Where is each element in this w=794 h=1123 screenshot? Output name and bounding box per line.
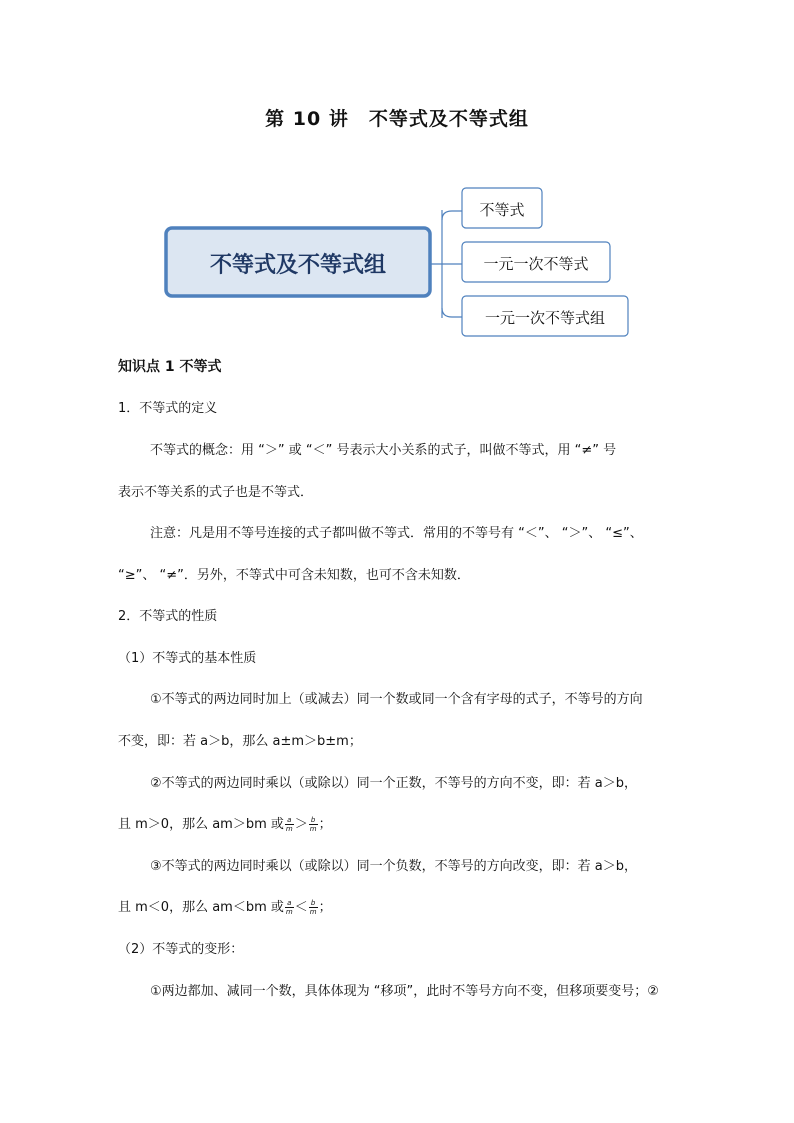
paragraph-line: 不等式的概念：用 “＞” 或 “＜” 号表示大小关系的式子，叫做不等式，用 “≠” 号: [150, 443, 617, 458]
mind-map-branch-label: 一元一次不等式: [483, 255, 589, 273]
subsection-title: （1）不等式的基本性质: [118, 651, 257, 666]
paragraph-line: ①不等式的两边同时加上（或减去）同一个数或同一个含有字母的式子，不等号的方向: [150, 692, 643, 707]
paragraph-line: [118, 898, 332, 918]
numerator: b: [309, 816, 318, 825]
fraction-b-over-m: [309, 816, 318, 833]
paragraph-line: [118, 815, 332, 835]
paragraph-line: ③不等式的两边同时乘以（或除以）同一个负数，不等号的方向改变，即：若 a＞b，: [150, 859, 638, 874]
denominator: m: [309, 825, 317, 833]
mind-map-branch-label: 一元一次不等式组: [484, 309, 606, 327]
mind-map-root-label: 不等式及不等式组: [209, 253, 387, 278]
comparison-sign: ＞: [294, 817, 308, 832]
mind-map-connector: [430, 210, 442, 318]
paragraph-line: 注意：凡是用不等号连接的式子都叫做不等式．常用的不等号有 “＜”、 “＞”、 “≤”、: [150, 526, 643, 541]
paragraph-line: 不变，即：若 a＞b，那么 a±m＞b±m；: [118, 734, 362, 749]
subsection-title: （2）不等式的变形：: [118, 942, 244, 957]
text-run: 且 m＞0，那么 am＞bm 或: [118, 817, 284, 832]
fraction-b-over-m: [309, 899, 318, 916]
numerator: b: [309, 899, 318, 908]
denominator: m: [285, 908, 293, 916]
comparison-sign: ＜: [294, 900, 308, 915]
text-run: ；: [318, 817, 332, 832]
paragraph-line: ②不等式的两边同时乘以（或除以）同一个正数，不等号的方向不变，即：若 a＞b，: [150, 776, 638, 791]
denominator: m: [309, 908, 317, 916]
paragraph-line: “≥”、 “≠”．另外，不等式中可含未知数，也可不含未知数．: [118, 568, 470, 583]
paragraph-line: ①两边都加、减同一个数，具体体现为 “移项”，此时不等号方向不变，但移项要变号；②: [150, 984, 659, 999]
mind-map-connector: [442, 308, 462, 317]
text-run: 且 m＜0，那么 am＜bm 或: [118, 900, 284, 915]
numerator: a: [285, 899, 294, 908]
fraction-a-over-m: [285, 899, 294, 916]
fraction-a-over-m: [285, 816, 294, 833]
numerator: a: [285, 816, 294, 825]
item-title: 2．不等式的性质: [118, 609, 218, 624]
section-heading: 知识点 1 不等式: [118, 359, 222, 375]
mind-map-branch-label: 不等式: [479, 201, 525, 219]
paragraph-line: 表示不等关系的式子也是不等式．: [118, 485, 314, 500]
mind-map: [160, 180, 640, 345]
text-run: ；: [318, 900, 332, 915]
denominator: m: [285, 825, 293, 833]
page-title: 第 10 讲 不等式及不等式组: [265, 108, 529, 130]
mind-map-connector: [442, 211, 462, 220]
item-title: 1．不等式的定义: [118, 401, 218, 416]
